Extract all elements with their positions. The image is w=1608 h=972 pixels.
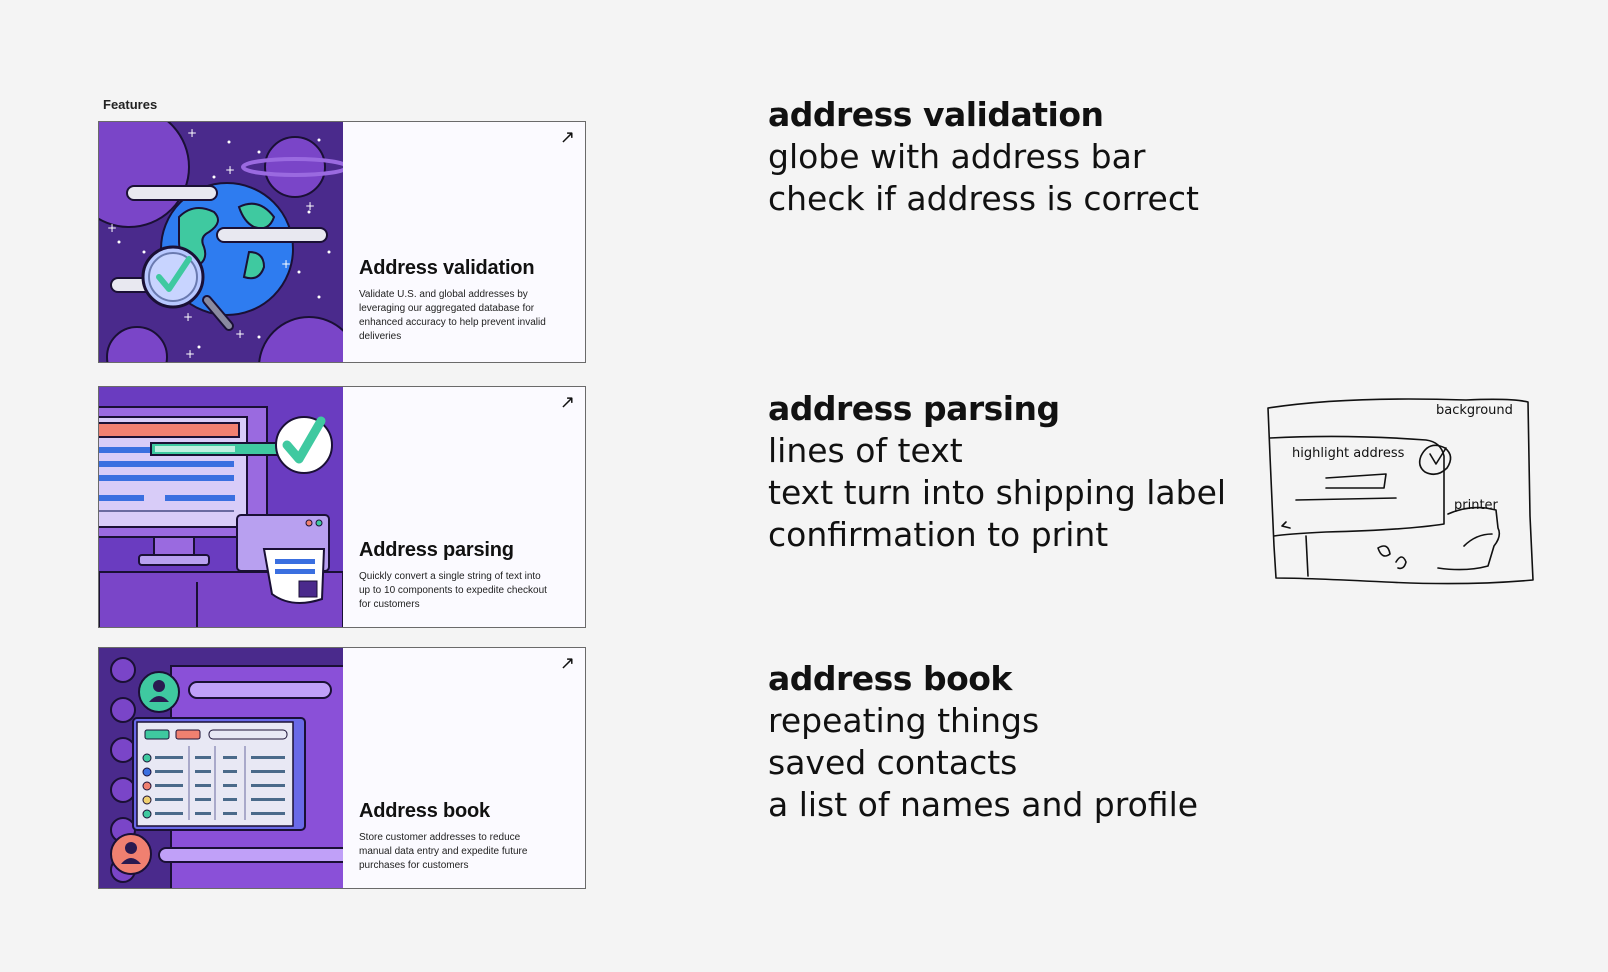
note-line: globe with address bar xyxy=(768,137,1146,176)
card-description: Store customer addresses to reduce manual data entry and expedite future purchases for customers xyxy=(359,832,528,871)
contacts-illustration xyxy=(99,648,343,888)
note-line: text turn into shipping label xyxy=(768,473,1227,512)
open-arrow-icon[interactable]: ↗ xyxy=(559,392,575,412)
monitor-printer-illustration xyxy=(99,387,343,627)
note-line: check if address is correct xyxy=(768,179,1199,218)
card-description: Validate U.S. and global addresses by leveraging our aggregated database for enhanced accuracy to help prevent invalid deliveries xyxy=(359,289,546,342)
note-heading: address validation xyxy=(768,95,1104,134)
note-heading: address book xyxy=(768,659,1012,698)
svg-text:+: + xyxy=(187,126,198,140)
card-title: Address book xyxy=(359,800,490,822)
note-line: a list of names and profile xyxy=(768,785,1199,824)
note-heading: address parsing xyxy=(768,389,1060,428)
svg-text:+: + xyxy=(305,199,316,213)
features-section-label: Features xyxy=(103,97,158,112)
note-line: repeating things xyxy=(768,701,1040,740)
svg-text:+: + xyxy=(185,347,196,361)
note-line: confirmation to print xyxy=(768,515,1109,554)
note-address-validation xyxy=(768,94,1199,220)
card-description: Quickly convert a single string of text into up to 10 components to expedite checkout for customers xyxy=(359,571,547,610)
feature-card-address-parsing[interactable] xyxy=(98,386,586,628)
svg-text:+: + xyxy=(225,163,236,177)
svg-text:+: + xyxy=(281,257,292,271)
globe-illustration xyxy=(99,122,343,362)
svg-text:+: + xyxy=(235,327,246,341)
sketch-label-highlight: highlight address xyxy=(1292,446,1405,461)
open-arrow-icon[interactable]: ↗ xyxy=(559,127,575,147)
sketch-label-printer: printer xyxy=(1454,498,1498,513)
note-line: lines of text xyxy=(768,431,963,470)
card-title: Address validation xyxy=(359,257,535,279)
wireframe-sketch xyxy=(1266,396,1538,594)
note-address-parsing xyxy=(768,388,1226,556)
feature-card-address-book[interactable] xyxy=(98,647,586,889)
sketch-drawing xyxy=(1266,396,1538,594)
note-line: saved contacts xyxy=(768,743,1018,782)
card-title: Address parsing xyxy=(359,539,514,561)
feature-card-address-validation[interactable] xyxy=(98,121,586,363)
open-arrow-icon[interactable]: ↗ xyxy=(559,653,575,673)
sketch-label-background: background xyxy=(1436,403,1513,418)
svg-text:+: + xyxy=(183,310,194,324)
note-address-book xyxy=(768,658,1198,826)
svg-text:+: + xyxy=(107,221,118,235)
